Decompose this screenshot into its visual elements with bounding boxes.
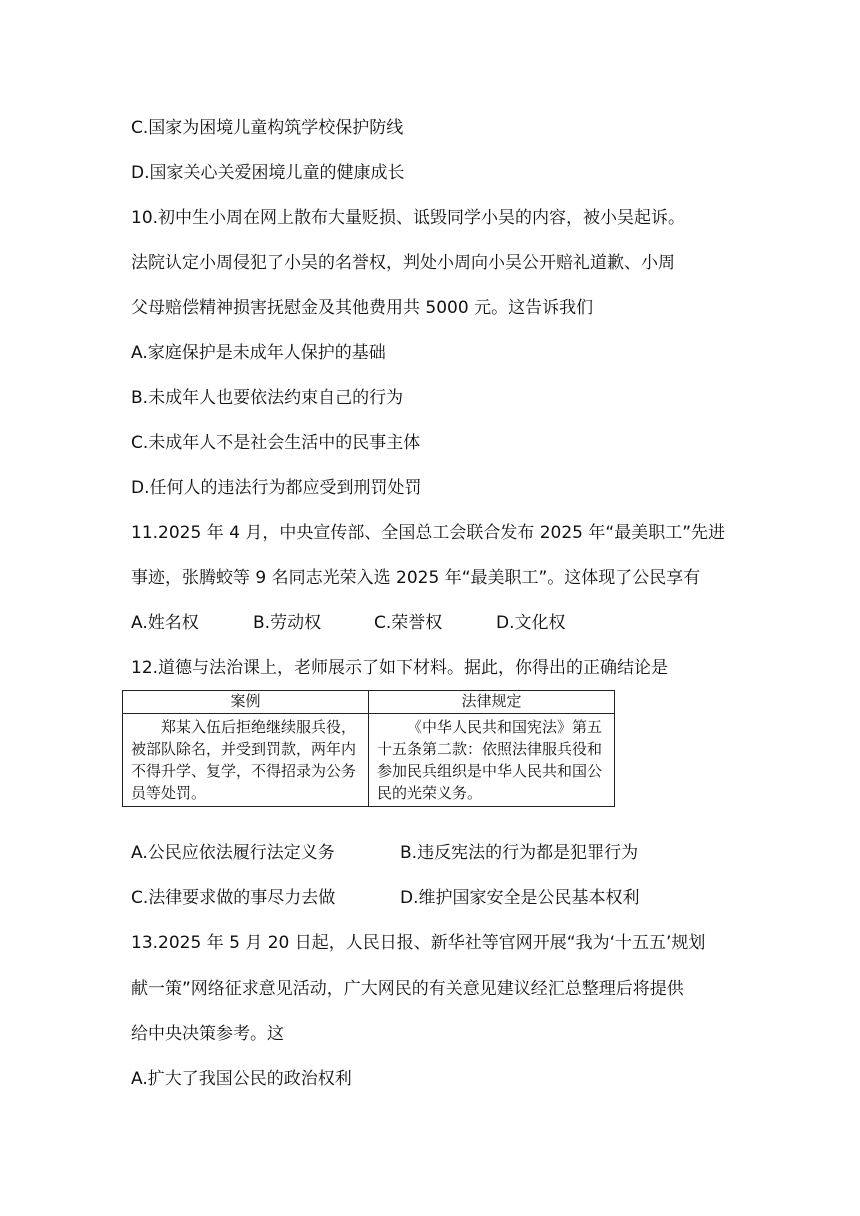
q10-stem-line-2: 法院认定小周侵犯了小吴的名誉权，判处小周向小吴公开赔礼道歉、小周: [131, 253, 675, 273]
q12-stem: 12.道德与法治课上，老师展示了如下材料。据此，你得出的正确结论是: [131, 658, 669, 678]
q9-option-c: C.国家为困境儿童构筑学校保护防线: [131, 118, 404, 138]
q10-stem-line-1: 10.初中生小周在网上散布大量贬损、诋毁同学小吴的内容，被小吴起诉。: [131, 208, 686, 228]
case-cell: 郑某入伍后拒绝继续服兵役，被部队除名，并受到罚款，两年内不得升学、复学，不得招录为公务员等处罚。: [123, 714, 369, 807]
q13-stem-line-2: 献一策”网络征求意见活动，广大网民的有关意见建议经汇总整理后将提供: [131, 979, 684, 999]
q9-option-d: D.国家关心关爱困境儿童的健康成长: [131, 163, 405, 183]
q13-option-a: A.扩大了我国公民的政治权利: [131, 1069, 352, 1089]
q10-option-c: C.未成年人不是社会生活中的民事主体: [131, 433, 421, 453]
table-row: [123, 714, 615, 807]
q11-option-c: C.荣誉权: [374, 613, 443, 633]
q12-option-a: A.公民应依法履行法定义务: [131, 843, 335, 863]
q13-stem-line-1: 13.2025 年 5 月 20 日起，人民日报、新华社等官网开展“我为‘十五五’规划: [131, 933, 706, 953]
q12-material-table: [122, 690, 615, 807]
q11-option-a: A.姓名权: [131, 613, 199, 633]
q11-stem-line-1: 11.2025 年 4 月，中央宣传部、全国总工会联合发布 2025 年“最美职工”先进: [131, 523, 726, 543]
q12-option-b: B.违反宪法的行为都是犯罪行为: [400, 843, 639, 863]
q13-stem-line-3: 给中央决策参考。这: [131, 1024, 284, 1044]
q11-option-d: D.文化权: [496, 613, 566, 633]
header-case: 案例: [123, 691, 369, 714]
q11-stem-line-2: 事迹，张腾蛟等 9 名同志光荣入选 2025 年“最美职工”。这体现了公民享有: [131, 568, 701, 588]
q12-option-c: C.法律要求做的事尽力去做: [131, 888, 336, 908]
table-header-row: [123, 691, 615, 714]
q10-option-b: B.未成年人也要依法约束自己的行为: [131, 388, 404, 408]
q12-option-d: D.维护国家安全是公民基本权利: [400, 888, 640, 908]
q11-option-b: B.劳动权: [253, 613, 322, 633]
q10-option-d: D.任何人的违法行为都应受到刑罚处罚: [131, 478, 422, 498]
q10-option-a: A.家庭保护是未成年人保护的基础: [131, 343, 386, 363]
law-cell: 《中华人民共和国宪法》第五十五条第二款：依照法律服兵役和参加民兵组织是中华人民共和国公民的光荣义务。: [369, 714, 615, 807]
header-law: 法律规定: [369, 691, 615, 714]
q10-stem-line-3: 父母赔偿精神损害抚慰金及其他费用共 5000 元。这告诉我们: [131, 298, 594, 318]
